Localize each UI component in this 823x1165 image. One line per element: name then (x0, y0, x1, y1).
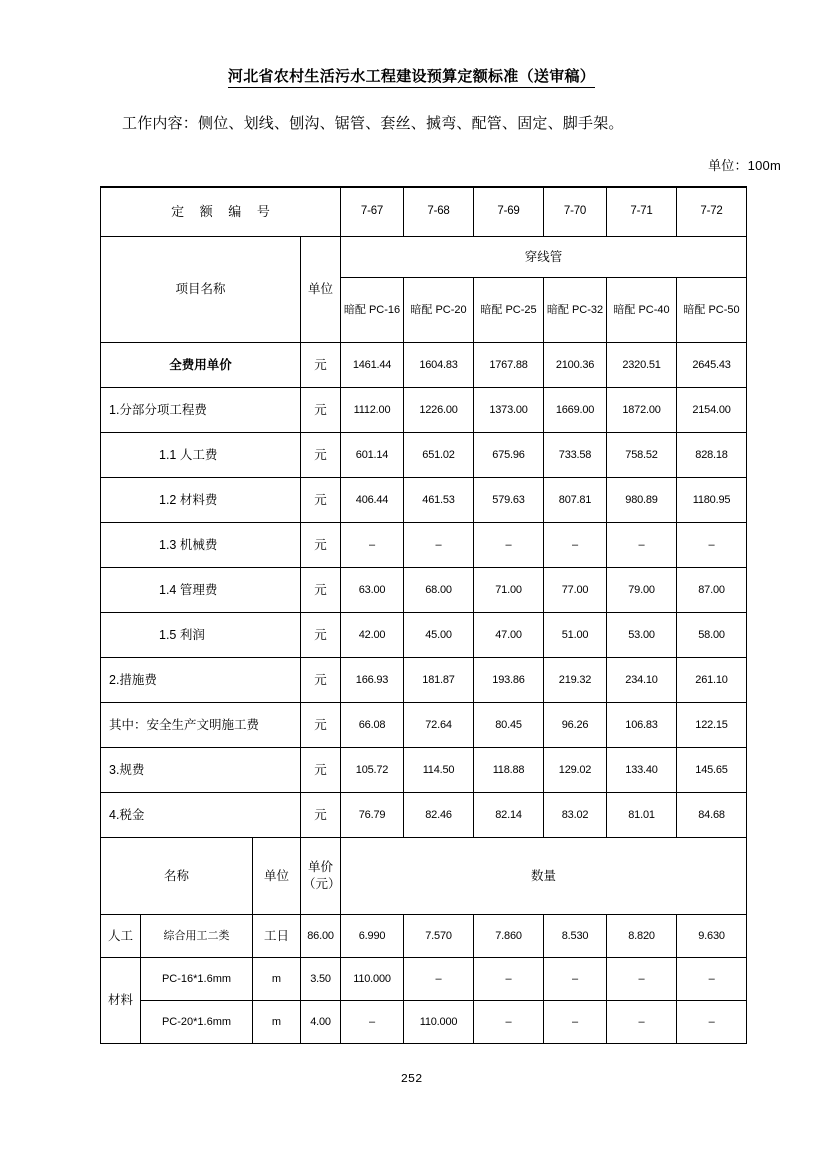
table-row (101, 613, 747, 658)
resource-price-header-line1: 单价 (308, 860, 334, 875)
value-cell: 1604.83 (404, 343, 474, 388)
table-row-code (101, 187, 747, 237)
table-row (101, 523, 747, 568)
value-cell: 76.79 (341, 793, 404, 838)
resource-group-label: 人工 (101, 915, 141, 958)
row-label: 2.措施费 (101, 658, 301, 703)
resource-rows-body (101, 915, 747, 1044)
row-label: 全费用单价 (101, 343, 301, 388)
value-cell: 461.53 (404, 478, 474, 523)
row-label: 1.5 利润 (101, 613, 301, 658)
row-unit: 元 (301, 343, 341, 388)
work-content-line: 工作内容：侧位、划线、刨沟、锯管、套丝、搣弯、配管、固定、脚手架。 (122, 115, 624, 132)
row-unit: 元 (301, 523, 341, 568)
resource-value-cell: – (607, 1001, 677, 1044)
page-title-text: 河北省农村生活污水工程建设预算定额标准（送审稿） (228, 68, 595, 88)
unit-header: 单位 (301, 237, 341, 343)
value-cell: 42.00 (341, 613, 404, 658)
resource-price: 3.50 (301, 958, 341, 1001)
quota-cost-table (100, 186, 747, 838)
value-cell: 1112.00 (341, 388, 404, 433)
resource-value-cell: – (677, 958, 747, 1001)
row-label: 1.分部分项工程费 (101, 388, 301, 433)
row-unit: 元 (301, 703, 341, 748)
resource-group-label: 材料 (101, 958, 141, 1044)
group-header-chuanxianguan: 穿线管 (341, 237, 747, 278)
row-label: 1.2 材料费 (101, 478, 301, 523)
resource-unit: m (253, 958, 301, 1001)
resource-value-cell: – (474, 1001, 544, 1044)
value-cell: 82.46 (404, 793, 474, 838)
table-row (101, 568, 747, 613)
value-cell: 106.83 (607, 703, 677, 748)
row-unit: 元 (301, 613, 341, 658)
value-cell: 1226.00 (404, 388, 474, 433)
resource-value-cell: 6.990 (341, 915, 404, 958)
resource-row (101, 1001, 747, 1044)
value-cell: 2100.36 (544, 343, 607, 388)
unit-note: 单位：100m (708, 158, 781, 173)
resource-value-cell: 110.000 (341, 958, 404, 1001)
value-cell: 118.88 (474, 748, 544, 793)
table-row (101, 793, 747, 838)
value-cell: 2645.43 (677, 343, 747, 388)
resource-value-cell: 8.820 (607, 915, 677, 958)
row-label: 1.1 人工费 (101, 433, 301, 478)
value-cell: 166.93 (341, 658, 404, 703)
row-unit: 元 (301, 658, 341, 703)
value-cell: 83.02 (544, 793, 607, 838)
code-cell: 7-71 (607, 187, 677, 237)
resource-value-cell: 110.000 (404, 1001, 474, 1044)
main-table-wrapper (100, 186, 740, 838)
value-cell: 66.08 (341, 703, 404, 748)
table-row (101, 703, 747, 748)
spec-cell: 暗配 PC-16 (341, 278, 404, 343)
resource-row (101, 915, 747, 958)
spec-cell: 暗配 PC-20 (404, 278, 474, 343)
value-cell: 1669.00 (544, 388, 607, 433)
row-unit: 元 (301, 478, 341, 523)
row-label: 4.税金 (101, 793, 301, 838)
value-cell: 219.32 (544, 658, 607, 703)
value-cell: 601.14 (341, 433, 404, 478)
table-row (101, 478, 747, 523)
value-cell: 1767.88 (474, 343, 544, 388)
resource-price: 86.00 (301, 915, 341, 958)
table-row (101, 658, 747, 703)
resource-value-cell: – (404, 958, 474, 1001)
value-cell: 81.01 (607, 793, 677, 838)
resource-unit: m (253, 1001, 301, 1044)
code-header-label: 定 额 编 号 (171, 204, 276, 220)
item-name-header: 项目名称 (101, 237, 301, 343)
resource-name: 综合用工二类 (141, 915, 253, 958)
value-cell: 828.18 (677, 433, 747, 478)
row-label: 3.规费 (101, 748, 301, 793)
resource-value-cell: 8.530 (544, 915, 607, 958)
page-title (0, 0, 823, 86)
resource-quantity-header: 数量 (341, 838, 747, 915)
row-label: 其中：安全生产文明施工费 (101, 703, 301, 748)
value-cell: 145.65 (677, 748, 747, 793)
resource-value-cell: – (474, 958, 544, 1001)
value-cell: – (474, 523, 544, 568)
value-cell: 406.44 (341, 478, 404, 523)
value-cell: 68.00 (404, 568, 474, 613)
value-cell: 807.81 (544, 478, 607, 523)
table-row (101, 388, 747, 433)
value-cell: 2154.00 (677, 388, 747, 433)
code-cell: 7-69 (474, 187, 544, 237)
code-cell: 7-72 (677, 187, 747, 237)
value-cell: 2320.51 (607, 343, 677, 388)
resource-header-row (101, 838, 747, 915)
value-cell: 579.63 (474, 478, 544, 523)
value-cell: 80.45 (474, 703, 544, 748)
value-cell: – (677, 523, 747, 568)
value-cell: 96.26 (544, 703, 607, 748)
code-cell: 7-67 (341, 187, 404, 237)
value-cell: 181.87 (404, 658, 474, 703)
value-cell: 758.52 (607, 433, 677, 478)
value-cell: 58.00 (677, 613, 747, 658)
resource-value-cell: 7.570 (404, 915, 474, 958)
row-unit: 元 (301, 793, 341, 838)
value-cell: – (341, 523, 404, 568)
value-cell: 1180.95 (677, 478, 747, 523)
resource-value-cell: 7.860 (474, 915, 544, 958)
spec-cell: 暗配 PC-40 (607, 278, 677, 343)
value-cell: – (607, 523, 677, 568)
resource-value-cell: – (544, 1001, 607, 1044)
row-unit: 元 (301, 568, 341, 613)
value-cell: – (544, 523, 607, 568)
value-cell: 105.72 (341, 748, 404, 793)
resource-unit: 工日 (253, 915, 301, 958)
row-label: 1.4 管理费 (101, 568, 301, 613)
value-cell: – (404, 523, 474, 568)
code-cell: 7-70 (544, 187, 607, 237)
value-cell: 63.00 (341, 568, 404, 613)
value-cell: 84.68 (677, 793, 747, 838)
resource-value-cell: – (341, 1001, 404, 1044)
value-cell: 45.00 (404, 613, 474, 658)
value-cell: 72.64 (404, 703, 474, 748)
table-row (101, 343, 747, 388)
resource-value-cell: 9.630 (677, 915, 747, 958)
resource-row (101, 958, 747, 1001)
value-cell: 1373.00 (474, 388, 544, 433)
resource-value-cell: – (544, 958, 607, 1001)
value-cell: 675.96 (474, 433, 544, 478)
value-cell: 122.15 (677, 703, 747, 748)
value-cell: 980.89 (607, 478, 677, 523)
resource-unit-header: 单位 (253, 838, 301, 915)
value-cell: 82.14 (474, 793, 544, 838)
spec-cell: 暗配 PC-25 (474, 278, 544, 343)
row-label: 1.3 机械费 (101, 523, 301, 568)
spec-cell: 暗配 PC-50 (677, 278, 747, 343)
table-row (101, 433, 747, 478)
table-row (101, 748, 747, 793)
value-cell: 79.00 (607, 568, 677, 613)
value-cell: 733.58 (544, 433, 607, 478)
value-cell: 51.00 (544, 613, 607, 658)
value-cell: 77.00 (544, 568, 607, 613)
resource-price: 4.00 (301, 1001, 341, 1044)
value-cell: 261.10 (677, 658, 747, 703)
value-cell: 234.10 (607, 658, 677, 703)
resource-price-header (301, 838, 341, 915)
value-cell: 87.00 (677, 568, 747, 613)
row-unit: 元 (301, 748, 341, 793)
value-cell: 1461.44 (341, 343, 404, 388)
resource-name: PC-20*1.6mm (141, 1001, 253, 1044)
value-cell: 53.00 (607, 613, 677, 658)
resource-value-cell: – (677, 1001, 747, 1044)
resource-value-cell: – (607, 958, 677, 1001)
value-cell: 47.00 (474, 613, 544, 658)
value-cell: 71.00 (474, 568, 544, 613)
value-cell: 133.40 (607, 748, 677, 793)
resource-consumption-table (100, 837, 747, 1044)
resource-price-header-line2: （元） (303, 877, 341, 891)
row-unit: 元 (301, 433, 341, 478)
row-unit: 元 (301, 388, 341, 433)
value-cell: 114.50 (404, 748, 474, 793)
resource-name: PC-16*1.6mm (141, 958, 253, 1001)
code-cell: 7-68 (404, 187, 474, 237)
resource-name-header: 名称 (101, 838, 253, 915)
value-cell: 193.86 (474, 658, 544, 703)
value-cell: 129.02 (544, 748, 607, 793)
value-cell: 651.02 (404, 433, 474, 478)
resource-table-wrapper (100, 837, 725, 1044)
cost-rows-body (101, 343, 747, 838)
spec-cell: 暗配 PC-32 (544, 278, 607, 343)
table-row-group-header (101, 237, 747, 278)
page-number: 252 (400, 1072, 423, 1086)
value-cell: 1872.00 (607, 388, 677, 433)
